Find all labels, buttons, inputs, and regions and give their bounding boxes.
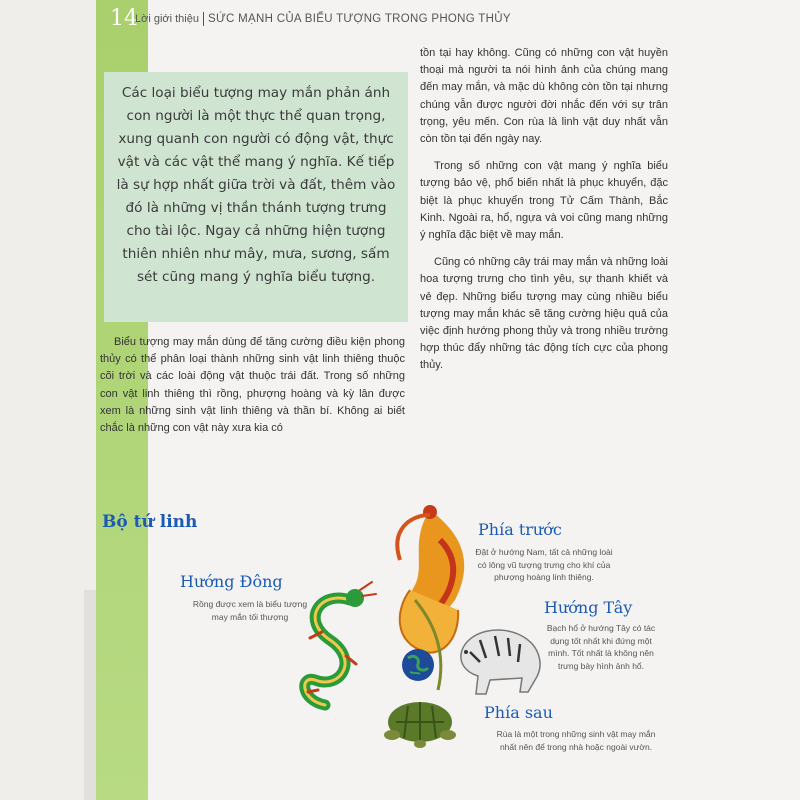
four-guardians-heading: Bộ tứ linh: [102, 512, 198, 532]
header-title: SỨC MẠNH CỦA BIỂU TƯỢNG TRONG PHONG THỦY: [207, 12, 511, 25]
east-desc: Rồng được xem là biểu tượng may mắn tối thượng: [192, 599, 308, 622]
right-paragraph: tồn tại hay không. Cũng có những con vật huyền thoại mà người ta nói hình ảnh của chúng mang đến may mắn, và mặc dù không còn tồn tại nhưng chúng vẫn được người đời nhắc đến với sự trân trọng, yêu mến. Con rùa là linh vật duy nhất vẫn còn tồn tại đến ngày nay.: [420, 47, 668, 146]
front-title: Phía trước: [478, 520, 562, 539]
left-column: [100, 334, 405, 437]
back-desc: Rùa là một trong những sinh vật may mắn nhất nên để trong nhà hoặc ngoài vườn.: [496, 729, 656, 752]
west-title: Hướng Tây: [544, 598, 633, 617]
adjacent-page-upper: [84, 590, 96, 800]
left-paragraph: Biểu tượng may mắn dùng để tăng cường điều kiện phong thủy có thể phân loại thành những sinh vật linh thiêng thuộc cõi trời và các loài động vật thuộc trái đất. Trong số những con vật linh thiêng thì rồng, phượng hoàng và kỳ lân được xem là những sinh vật linh thiêng và thần bí. Không ai biết chắc là những con vật này xưa kia có: [100, 336, 405, 435]
header-divider: [203, 12, 204, 26]
running-header: [135, 12, 511, 26]
front-desc: Đặt ở hướng Nam, tất cả những loài có lông vũ tượng trưng cho khí của phượng hoàng linh thiêng.: [475, 547, 613, 582]
intro-text: Các loại biểu tượng may mắn phản ánh con người là một thực thể quan trọng, xung quanh con người có động vật, thực vật và các vật thể mang ý nghĩa. Kế tiếp là sự hợp nhất giữa trời và đất, thêm vào đó là những vị thần thánh tượng trưng cho tài lộc. Ngay cả những hiện tượng thiên nhiên như mây, mưa, sương, sấm sét cũng mang ý nghĩa biểu tượng.: [116, 85, 396, 285]
west-desc: Bạch hổ ở hướng Tây có tác dụng tốt nhất khi đứng một mình. Tốt nhất là không nên trưng bày hình ảnh hổ.: [546, 623, 656, 671]
right-paragraph: Cũng có những cây trái may mắn và những loài hoa tượng trưng cho tình yêu, sự thanh khiết và vẻ đẹp. Những biểu tượng may cùng nhiều biểu tượng may mắn khác sẽ tăng cường hiệu quả của việc định hướng phong thủy và trong nhiều trường hợp thúc đẩy những tác động tích cực của phong thủy.: [420, 256, 668, 372]
header-section: Lời giới thiệu: [135, 12, 199, 25]
east-title: Hướng Đông: [180, 572, 283, 591]
right-paragraph: Trong số những con vật mang ý nghĩa biểu tượng bảo vệ, phổ biến nhất là phục khuyển, đặc biệt là phục khuyển trong Tử Cấm Thành, Bắc Kinh. Ngoài ra, hổ, ngựa và voi cũng mang những ý nghĩa đặc biệt về may mắn.: [420, 160, 668, 242]
right-column: [420, 45, 668, 375]
back-title: Phía sau: [484, 703, 553, 722]
intro-box: [104, 72, 408, 322]
page-number: 14: [110, 6, 138, 31]
adjacent-page-edge: [0, 0, 96, 800]
